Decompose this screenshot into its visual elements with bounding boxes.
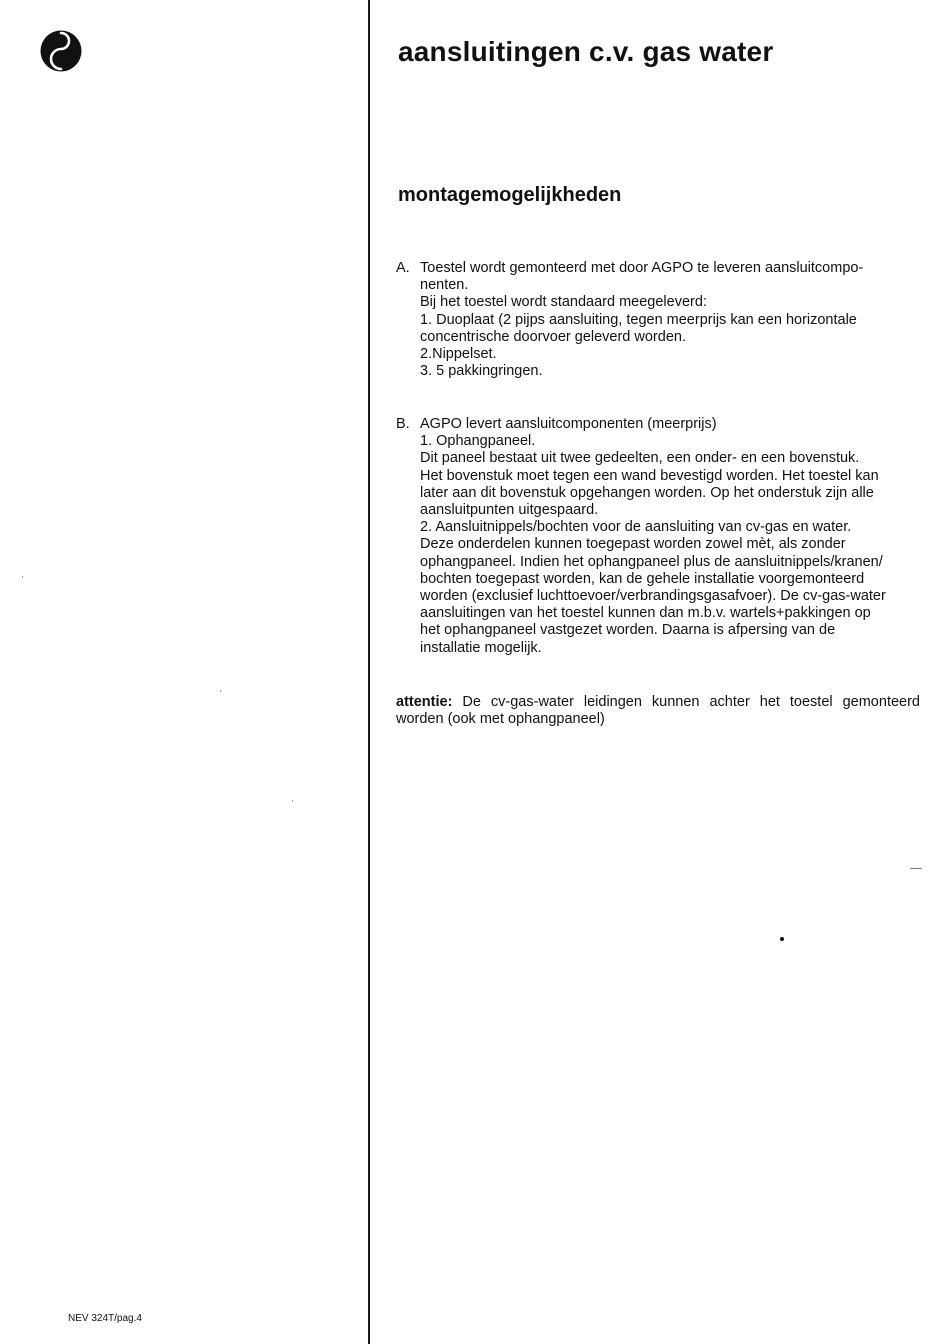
scan-speck <box>910 868 922 869</box>
scan-speck <box>780 937 784 941</box>
scan-speck <box>220 690 221 692</box>
option-b-marker: B. <box>396 416 410 432</box>
option-a-block <box>396 260 920 380</box>
option-a-line: 2.Nippelset. <box>420 346 497 363</box>
attention-note <box>396 694 920 728</box>
column-divider <box>368 0 370 1344</box>
option-a-line: Bij het toestel wordt standaard meegeleverd: <box>420 294 707 311</box>
option-a-line: 1. Duoplaat (2 pijps aansluiting, tegen meerprijs kan een horizontale <box>420 311 857 328</box>
option-b-line: ophangpaneel. Indien het ophangpaneel plus de aansluitnippels/kranen/ <box>420 553 883 570</box>
option-b-line: worden (exclusief luchttoevoer/verbrandingsgasafvoer). De cv-gas-water <box>420 588 886 605</box>
option-b-line: aansluitpunten uitgespaard. <box>420 502 599 519</box>
page-title: aansluitingen c.v. gas water <box>398 36 774 67</box>
option-b-line: 1. Ophangpaneel. <box>420 433 536 450</box>
option-b-line: het ophangpaneel vastgezet worden. Daarna is afpersing van de <box>420 622 836 639</box>
option-b-line: Dit paneel bestaat uit twee gedeelten, een onder- en een bovenstuk. <box>420 450 860 467</box>
scan-speck <box>292 800 293 802</box>
brand-logo-icon <box>40 30 82 72</box>
option-b-line: aansluitingen van het toestel kunnen dan m.b.v. wartels+pakkingen op <box>420 605 871 622</box>
option-a-marker: A. <box>396 260 410 276</box>
page-reference: NEV 324T/pag.4 <box>68 1313 142 1324</box>
option-b-line: later aan dit bovenstuk opgehangen worden. Op het onderstuk zijn alle <box>420 484 874 501</box>
option-b-block <box>396 416 920 657</box>
option-a-line: concentrische doorvoer geleverd worden. <box>420 328 686 345</box>
option-b-line: Deze onderdelen kunnen toegepast worden zowel mèt, als zonder <box>420 536 846 553</box>
option-b-line: bochten toegepast worden, kan de gehele installatie voorgemonteerd <box>420 570 865 587</box>
option-a-line: nenten. <box>420 277 469 294</box>
option-b-line: AGPO levert aansluitcomponenten (meerprijs) <box>420 416 717 432</box>
option-a-line: 3. 5 pakkingringen. <box>420 363 543 380</box>
scan-speck <box>22 576 23 578</box>
option-a-line: Toestel wordt gemonteerd met door AGPO te leveren aansluitcompo- <box>420 260 864 276</box>
option-b-line: Het bovenstuk moet tegen een wand bevestigd worden. Het toestel kan <box>420 467 879 484</box>
attention-label: attentie: <box>396 694 453 710</box>
attention-text: De cv-gas-water leidingen kunnen achter het toestel gemonteerd worden (ook met ophangpaneel) <box>396 694 920 728</box>
section-title: montagemogelijkheden <box>398 184 622 206</box>
option-b-line: 2. Aansluitnippels/bochten voor de aansluiting van cv-gas en water. <box>420 519 852 536</box>
option-b-line: installatie mogelijk. <box>420 639 542 656</box>
